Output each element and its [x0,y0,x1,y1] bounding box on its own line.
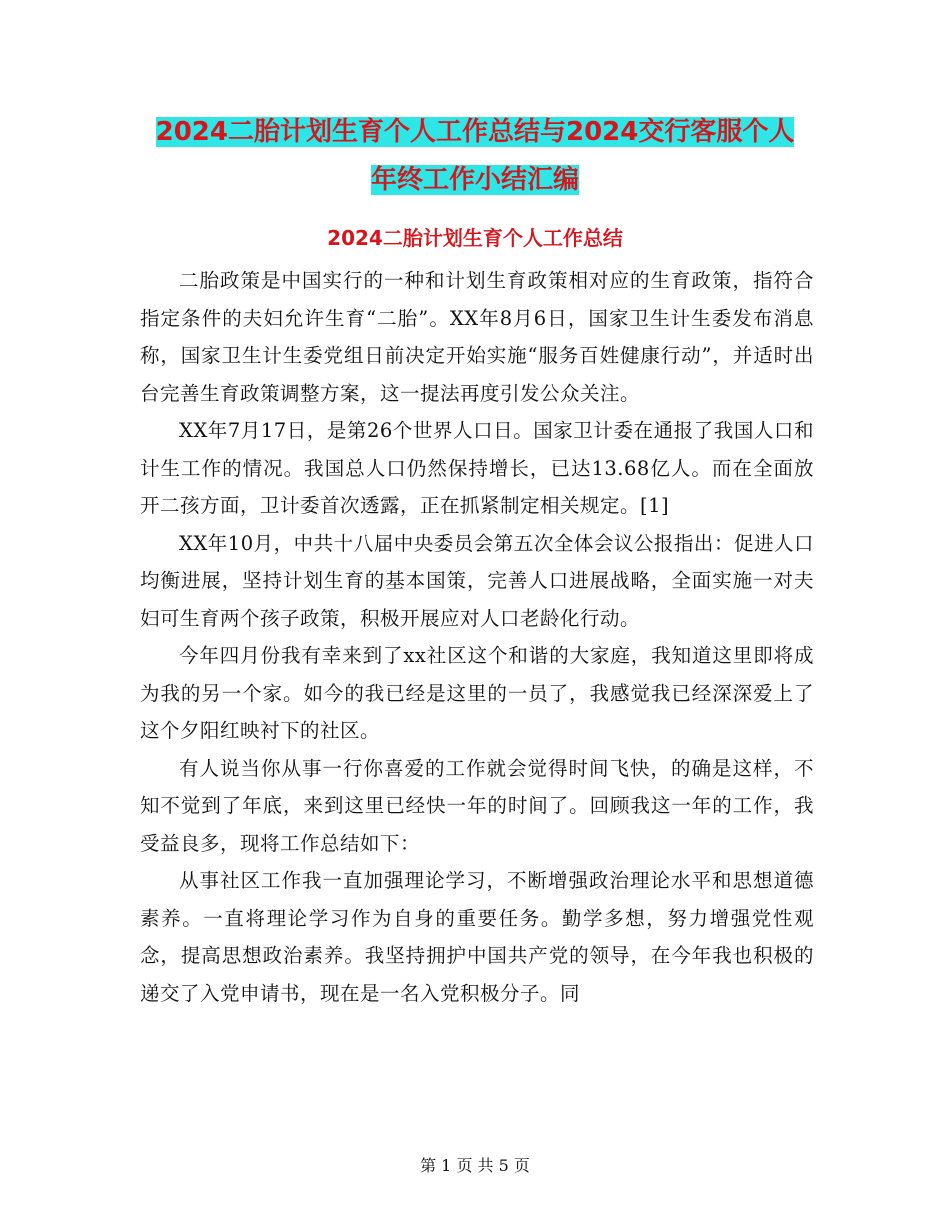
page-number-footer: 第 1 页 共 5 页 [420,1156,530,1175]
section-title: 2024二胎计划生育个人工作总结 [327,226,623,250]
paragraph: 从事社区工作我一直加强理论学习，不断增强政治理论水平和思想道德素养。一直将理论学习作为自身的重要任务。勤学多想，努力增强党性观念，提高思想政治素养。我坚持拥护中国共产党的领导，在今年我也积极的递交了入党申请书，现在是一名入党积极分子。同 [140,869,814,1005]
paragraph: 有人说当你从事一行你喜爱的工作就会觉得时间飞快，的确是这样，不知不觉到了年底，来到这里已经快一年的时间了。回顾我这一年的工作，我受益良多，现将工作总结如下： [140,756,814,855]
document-body [140,262,814,1012]
paragraph: XX年10月，中共十八届中央委员会第五次全体会议公报指出：促进人口均衡进展，坚持计划生育的基本国策，完善人口进展战略，全面实施一对夫妇可生育两个孩子政策，积极开展应对人口老龄化行动。 [140,531,814,630]
paragraph: 二胎政策是中国实行的一种和计划生育政策相对应的生育政策，指符合指定条件的夫妇允许生育“二胎”。XX年8月6日，国家卫生计生委发布消息称，国家卫生计生委党组日前决定开始实施“服务百姓健康行动”，并适时出台完善生育政策调整方案，这一提法再度引发公众关注。 [140,269,814,405]
paragraph: 今年四月份我有幸来到了xx社区这个和谐的大家庭，我知道这里即将成为我的另一个家。如今的我已经是这里的一员了，我感觉我已经深深爱上了这个夕阳红映衬下的社区。 [140,644,814,742]
paragraph: XX年7月17日，是第26个世界人口日。国家卫计委在通报了我国人口和计生工作的情况。我国总人口仍然保持增长，已达13.68亿人。而在全面放开二孩方面，卫计委首次透露，正在抓紧制定相关规定。[1] [140,419,814,517]
document-title-line-2: 年终工作小结汇编 [370,165,579,195]
document-title-line-1: 2024二胎计划生育个人工作总结与2024交行客服个人 [155,117,795,147]
document-title [140,108,810,204]
